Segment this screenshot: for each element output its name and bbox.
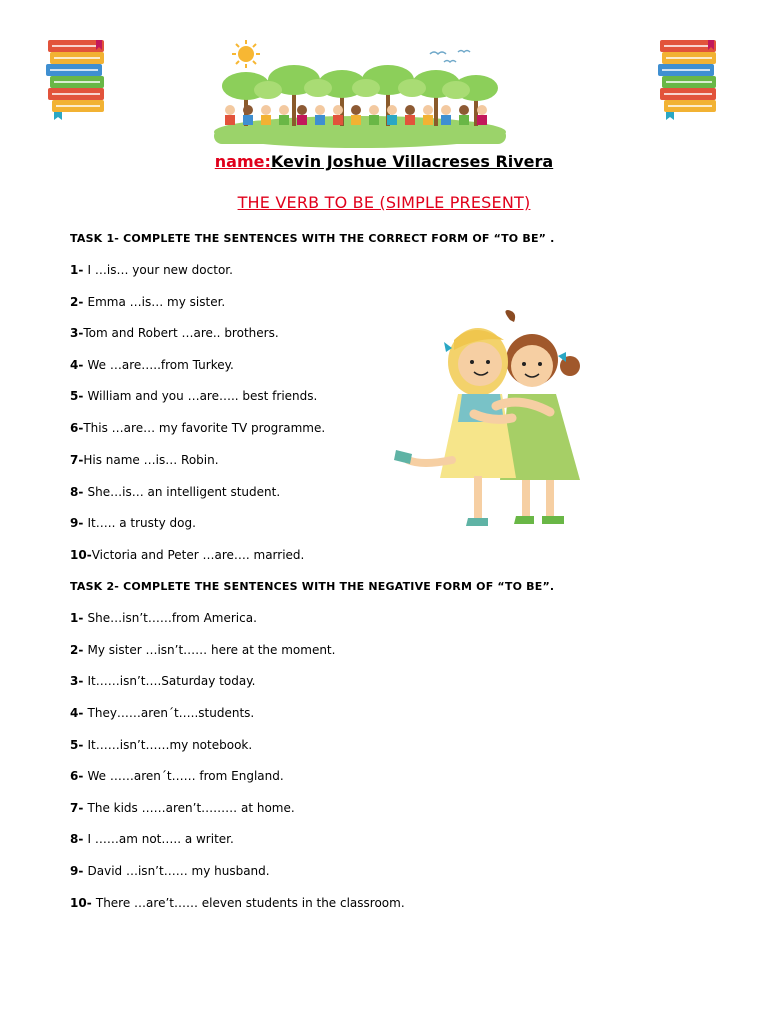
task2-item <box>70 769 284 783</box>
task1-item <box>70 326 279 340</box>
item-number: 10- <box>70 896 96 910</box>
item-text: She…is… an intelligent student. <box>87 485 281 499</box>
sun-icon <box>232 40 260 68</box>
item-number: 2- <box>70 295 88 309</box>
item-text: We ……aren´t…… from England. <box>87 769 284 783</box>
item-number: 10- <box>70 548 92 562</box>
task2-item <box>70 674 255 688</box>
item-text: Tom and Robert …are.. brothers. <box>83 326 279 340</box>
item-number: 8- <box>70 832 88 846</box>
task1-item <box>70 548 304 562</box>
task2-item <box>70 832 234 846</box>
item-text: William and you …are….. best friends. <box>87 389 318 403</box>
item-number: 1- <box>70 263 88 277</box>
item-number: 1- <box>70 611 88 625</box>
task1-item <box>70 453 219 467</box>
item-number: 7- <box>70 801 88 815</box>
student-name-line <box>0 152 768 171</box>
item-text: This …are… my favorite TV programme. <box>83 421 326 435</box>
worksheet-title: THE VERB TO BE (SIMPLE PRESENT) <box>237 193 531 212</box>
task2-item <box>70 738 252 752</box>
item-text: She…isn’t……from America. <box>87 611 257 625</box>
item-text: It….. a trusty dog. <box>87 516 196 530</box>
item-number: 5- <box>70 389 88 403</box>
item-text: David …isn’t…… my husband. <box>87 864 270 878</box>
task1-item <box>70 263 233 277</box>
item-number: 8- <box>70 485 88 499</box>
task2-heading: TASK 2- COMPLETE THE SENTENCES WITH THE NEGATIVE FORM OF “TO BE”. <box>70 580 555 593</box>
item-text: There …are’t…… eleven students in the classroom. <box>95 896 405 910</box>
item-text: It……isn’t……my notebook. <box>87 738 253 752</box>
books-icon <box>40 36 112 122</box>
item-number: 3- <box>70 326 84 340</box>
task1-heading: TASK 1- COMPLETE THE SENTENCES WITH THE CORRECT FORM OF “TO BE” . <box>70 232 555 245</box>
item-number: 7- <box>70 453 84 467</box>
task1-item <box>70 295 225 309</box>
item-number: 6- <box>70 769 88 783</box>
item-number: 5- <box>70 738 88 752</box>
item-text: His name …is… Robin. <box>83 453 219 467</box>
item-text: I ……am not….. a writer. <box>87 832 234 846</box>
task2-item <box>70 896 405 910</box>
task2-item <box>70 864 270 878</box>
item-number: 4- <box>70 706 88 720</box>
task1-item <box>70 485 280 499</box>
item-number: 9- <box>70 516 88 530</box>
task2-item <box>70 801 295 815</box>
task1-item <box>70 421 325 435</box>
books-icon <box>652 36 724 122</box>
item-text: My sister …isn’t…… here at the moment. <box>87 643 336 657</box>
item-text: We …are…..from Turkey. <box>87 358 234 372</box>
item-number: 2- <box>70 643 88 657</box>
task1-item <box>70 358 234 372</box>
item-text: It……isn’t….Saturday today. <box>87 674 256 688</box>
item-number: 9- <box>70 864 88 878</box>
task2-item <box>70 643 335 657</box>
item-text: I …is… your new doctor. <box>87 263 233 277</box>
task2-item <box>70 706 254 720</box>
item-text: The kids ……aren’t……… at home. <box>87 801 295 815</box>
task1-item <box>70 516 196 530</box>
item-number: 3- <box>70 674 88 688</box>
task2-item <box>70 611 257 625</box>
item-number: 6- <box>70 421 84 435</box>
two-girls-hugging-illustration <box>392 310 600 542</box>
item-number: 4- <box>70 358 88 372</box>
children-and-trees-banner <box>208 40 512 150</box>
student-name: Kevin Joshue Villacreses Rivera <box>270 152 554 171</box>
task1-item <box>70 389 317 403</box>
name-label: name: <box>214 152 271 171</box>
item-text: They……aren´t…..students. <box>87 706 255 720</box>
item-text: Emma …is… my sister. <box>87 295 226 309</box>
item-text: Victoria and Peter …are…. married. <box>91 548 305 562</box>
